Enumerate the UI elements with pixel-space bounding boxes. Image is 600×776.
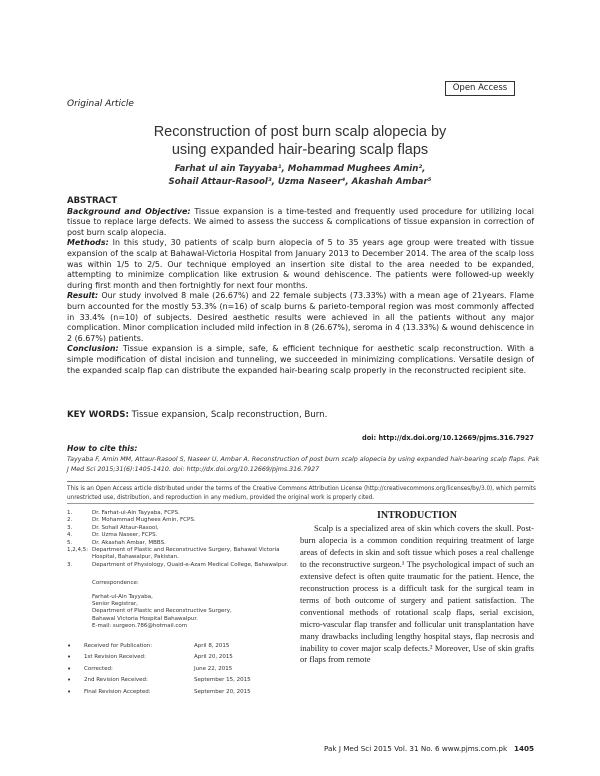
title-line-2: using expanded hair-bearing scalp flaps	[171, 142, 429, 158]
affiliation-number: 5.	[67, 539, 73, 546]
date-label: 1st Revision Received:	[84, 654, 146, 661]
correspondence-heading: Correspondence:	[92, 580, 139, 587]
doi-link[interactable]: doi: http://dx.doi.org/10.12669/pjms.316.7927	[362, 434, 534, 442]
author-info-column	[67, 510, 292, 698]
correspondence-line: Farhat-ul-Ain Tayyaba,	[92, 593, 153, 600]
abstract-background	[67, 207, 534, 239]
affiliation-text: Dr. Akashah Ambar, MBBS.	[92, 539, 166, 546]
date-value: September 20, 2015	[194, 688, 251, 695]
methods-text: In this study, 30 patients of scalp burn alopecia of 5 to 35 years age group were treated with tissue expansion of the scalp at Bahawal-Victoria Hospital from January 2013 to December 2014. The area of the scalp loss was within 1/5 to 2/5. Our technique employed an insertion site distal to the area needed to be expanded, attempting to minimize complication like extrusion & wound dehiscence. The patients were followed-up weekly during first month and then fortnightly for next four months.	[67, 238, 534, 290]
affiliation-item	[67, 547, 292, 562]
affiliation-item	[67, 562, 292, 569]
page-footer	[300, 744, 534, 753]
abstract-methods	[67, 238, 534, 291]
article-title	[60, 123, 540, 159]
affiliation-item	[67, 510, 292, 517]
keywords-label: KEY WORDS:	[67, 410, 129, 420]
abstract-heading: ABSTRACT	[67, 196, 118, 206]
affiliation-number: 3.	[67, 561, 73, 568]
background-text: Tissue expansion is a time-tested and frequently used procedure for utilizing local tissue to replace large defects. We aimed to assess the success & complications of tissue expansion in correction of post burn scalp alopecia.	[67, 206, 534, 237]
conclusion-text: Tissue expansion is a simple, safe, & efficient technique for aesthetic scalp reconstruction. With a simple modification of distal incision and tunneling, we succeeded in minimizing complications. Versatile design of the expanded scalp flap can distribute the expanded hair-bearing scalp properly in the reconstructed recipient site.	[67, 344, 534, 375]
title-line-1: Reconstruction of post burn scalp alopecia by	[153, 124, 447, 140]
affiliation-text: Dr. Sohail Attaur-Rasool,	[92, 524, 159, 531]
bullet-icon: •	[67, 653, 72, 662]
affiliation-number: 1.	[67, 510, 73, 516]
affiliation-item	[67, 540, 292, 547]
correspondence	[67, 580, 292, 630]
affiliation-item	[67, 532, 292, 539]
authors-line-1: Farhat ul ain Tayyaba¹, Mohammad Mughees Amin²,	[174, 164, 426, 174]
cite-text: Tayyaba F, Amin MM, Attaur-Rasool S, Naseer U, Ambar A. Reconstruction of post burn scalp alopecia by using expanded hair-bearing scalp flaps. Pak J Med Sci 2015;31(6):1405-1410. doi: http://dx.doi.org/10.12669/pjms.316.7927	[67, 456, 540, 473]
author-list	[80, 163, 520, 188]
keywords	[67, 410, 327, 420]
date-row	[67, 652, 292, 664]
article-type: Original Article	[67, 99, 134, 109]
date-row	[67, 641, 292, 653]
affiliation-text: Dr. Farhat-ul-Ain Tayyaba, FCPS.	[92, 510, 180, 516]
date-value: September 15, 2015	[194, 677, 251, 684]
correspondence-email[interactable]: E-mail: surgeon.786@hotmail.com	[92, 623, 188, 630]
affiliation-number: 4.	[67, 532, 73, 539]
license-text: This is an Open Access article distributed under the terms of the Creative Commons Attribution License (http://creativecommons.org/licenses/by/3.0), which permits unrestricted use, distribution, and reproduction in any medium, provided the original work is properly cited.	[67, 486, 536, 501]
abstract	[67, 196, 534, 376]
background-label: Background and Objective:	[67, 206, 191, 216]
methods-label: Methods:	[67, 238, 109, 248]
affiliation-text: Department of Plastic and Reconstructive Surgery, Bahawal Victoria Hospital, Bahawalpur, Pakistan.	[92, 547, 280, 561]
date-value: June 22, 2015	[194, 665, 233, 672]
correspondence-line: Department of Plastic and Reconstructive Surgery,	[92, 608, 232, 615]
keywords-text: Tissue expansion, Scalp reconstruction, Burn.	[128, 410, 328, 420]
bullet-icon: •	[67, 676, 72, 685]
submission-dates	[67, 641, 292, 699]
bullet-icon: •	[67, 641, 72, 650]
cite-heading: How to cite this:	[67, 444, 138, 453]
date-value: April 8, 2015	[194, 642, 230, 649]
date-value: April 20, 2015	[194, 654, 233, 661]
affiliation-text: Dr. Uzma Naseer, FCPS.	[92, 532, 158, 539]
correspondence-line: Senior Registrar,	[92, 601, 138, 608]
introduction-heading: INTRODUCTION	[376, 510, 457, 521]
affiliation-number: 2.	[67, 517, 73, 524]
affiliation-text: Dr. Mohammad Mughees Amin, FCPS.	[92, 517, 196, 524]
affiliation-text: Department of Physiology, Quaid-e-Azam Medical College, Bahawalpur.	[92, 561, 289, 568]
authors-line-2: Sohail Attaur-Rasool³, Uzma Naseer⁴, Akashah Ambar⁵	[168, 176, 432, 187]
date-label: Received for Publication:	[84, 642, 153, 649]
footer-journal: Pak J Med Sci 2015 Vol. 31 No. 6 www.pjms.com.pk	[323, 744, 508, 753]
affiliation-item	[67, 525, 292, 532]
result-label: Result:	[67, 291, 99, 301]
conclusion-label: Conclusion:	[67, 344, 119, 354]
affiliation-number: 3.	[67, 524, 73, 531]
date-row	[67, 675, 292, 687]
correspondence-line: Bahawal Victoria Hospital Bahawalpur.	[92, 615, 198, 622]
bullet-icon: •	[67, 687, 72, 696]
date-label: Final Revision Accepted:	[84, 688, 151, 695]
date-label: Corrected:	[84, 665, 113, 672]
page-number: 1405	[513, 744, 534, 753]
introduction-text: Scalp is a specialized area of skin which covers the skull. Post-burn alopecia is a common condition requiring treatment of large areas of defects in skin and soft tissue which poses a real challenge to the reconstructive surgeon.¹ The psychological impact of such an extensive defect is often quite traumatic for the patient. Hence, the reconstruction process is a difficult task for the surgical team in terms of both outcome of surgery and patient satisfaction. The conventional methods of rotational scalp flaps, serial excision, micro-vascular flap transfer and follicular unit transplantation have many drawbacks including lengthy hospital stays, flap necrosis and inability to cover major scalp defects.² Moreover, Use of skin grafts or flaps from remote	[300, 523, 534, 665]
abstract-result	[67, 291, 534, 344]
date-label: 2nd Revision Received:	[84, 677, 148, 684]
date-row	[67, 664, 292, 676]
divider	[67, 503, 534, 504]
divider	[67, 481, 534, 482]
open-access-badge: Open Access	[445, 81, 515, 96]
affiliations	[67, 510, 292, 569]
bullet-icon: •	[67, 664, 72, 673]
abstract-conclusion	[67, 344, 534, 376]
affiliation-item	[67, 517, 292, 524]
result-text: Our study involved 8 male (26.67%) and 22 female subjects (73.33%) with a mean age of 21years. Flame burn accounted for the mostly 53.3% (n=16) of scalp burns & parieto-temporal region was most commonly affected in 33.4% (n=10) of subjects. Desired aesthetic results were achieved in all the patients without any major complication. Minor complication included mild infection in 8 (26.67%), seroma in 4 (13.33%) & wound dehiscence in 2 (6.67%) patients.	[67, 291, 534, 343]
date-row	[67, 687, 292, 699]
affiliation-number: 1,2,4,5:	[67, 547, 89, 554]
